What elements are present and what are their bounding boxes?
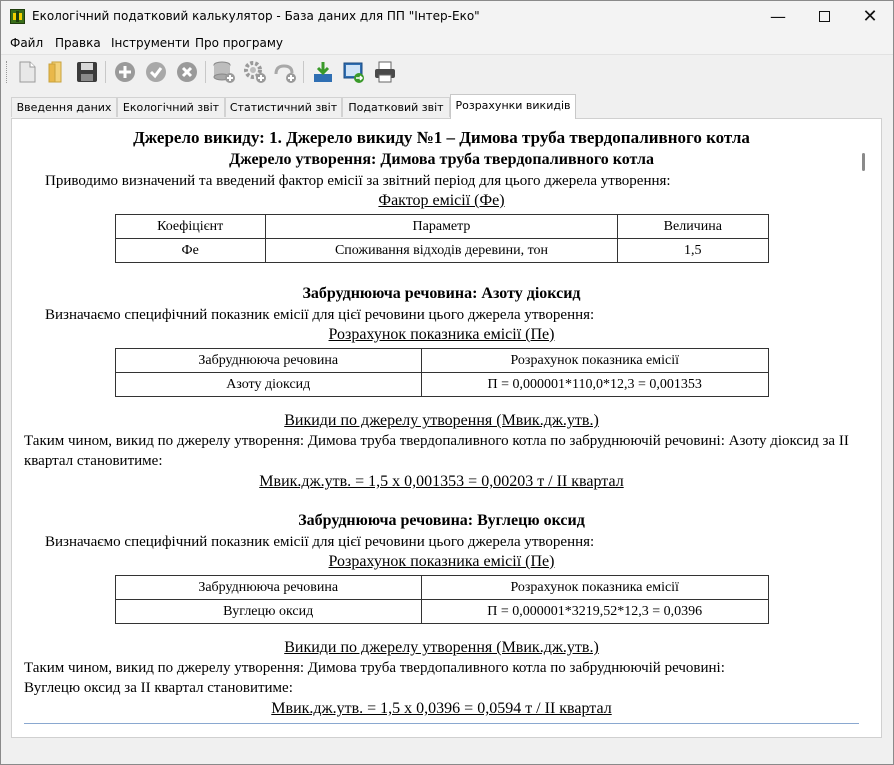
maximize-icon xyxy=(819,11,830,22)
formation-title: Джерело утворення: Димова труба твердопаливного котла xyxy=(229,151,654,168)
db-add-icon[interactable] xyxy=(212,60,236,84)
table-header-cell: Величина xyxy=(618,215,768,239)
close-button[interactable]: ✕ xyxy=(862,6,878,27)
window-title: Екологічний податковий калькулятор - База даних для ПП "Інтер-Еко" xyxy=(32,9,480,23)
specific-intro: Визначаємо специфічний показник емісії для цієї речовини цього джерела утворення: xyxy=(45,534,595,550)
emission-heading: Викиди по джерелу утворення (Мвик.дж.утв.) xyxy=(284,639,599,656)
specific-intro: Визначаємо специфічний показник емісії для цієї речовини цього джерела утворення: xyxy=(45,307,595,323)
title-bar[interactable] xyxy=(1,1,893,32)
toolbar xyxy=(1,54,893,90)
table-row xyxy=(115,600,768,624)
tab-stat-report[interactable]: Статистичний звіт xyxy=(225,97,342,117)
table-cell: Азоту діоксид xyxy=(115,373,421,397)
export-icon[interactable] xyxy=(342,60,366,84)
maximize-button[interactable] xyxy=(801,1,847,32)
save-icon[interactable] xyxy=(75,60,99,84)
table-header-cell: Забруднююча речовина xyxy=(115,349,421,373)
table-header-cell: Розрахунок показника емісії xyxy=(421,349,768,373)
table-header-row xyxy=(115,576,768,600)
cancel-icon[interactable] xyxy=(175,60,199,84)
toolbar-separator xyxy=(205,61,206,83)
tab-bar xyxy=(1,89,893,119)
source-title: Джерело викиду: 1. Джерело викиду №1 – Димова труба твердопаливного котла xyxy=(133,128,750,147)
factor-intro: Приводимо визначений та введений фактор емісії за звітний період для цього джерела утворення: xyxy=(45,173,671,189)
conclusion-text: Вуглецю оксид за ІІ квартал становитиме: xyxy=(24,680,293,696)
factor-table xyxy=(115,214,769,263)
table-header-row xyxy=(115,349,768,373)
table-header-cell: Параметр xyxy=(265,215,617,239)
menu-bar xyxy=(1,32,893,54)
toolbar-separator xyxy=(303,61,304,83)
menu-tools[interactable]: Інструменти xyxy=(111,36,190,50)
conclusion-text: Таким чином, викид по джерелу утворення: Димова труба твердопаливного котла по забруднюючій речовині: Азоту діоксид за ІІ квартал становитиме: xyxy=(24,433,849,469)
calc-heading: Розрахунок показника емісії (Пе) xyxy=(328,553,555,570)
table-cell: Вуглецю оксид xyxy=(115,600,421,624)
emission-formula: Мвик.дж.утв. = 1,5 х 0,0396 = 0,0594 т / ІІ квартал xyxy=(271,700,612,717)
menu-file[interactable]: Файл xyxy=(10,36,44,50)
factor-heading: Фактор емісії (Фе) xyxy=(378,192,505,209)
table-cell: П = 0,000001*110,0*12,3 = 0,001353 xyxy=(421,373,768,397)
toolbar-separator xyxy=(105,61,106,83)
app-logo-icon xyxy=(10,9,25,24)
tab-emission-calc[interactable]: Розрахунки викидів xyxy=(450,94,576,119)
link-add-icon[interactable] xyxy=(273,60,297,84)
menu-about[interactable]: Про програму xyxy=(195,36,284,50)
table-row xyxy=(115,373,768,397)
emission-heading: Викиди по джерелу утворення (Мвик.дж.утв.) xyxy=(284,412,599,429)
scrollbar-thumb[interactable] xyxy=(862,153,865,171)
menu-edit[interactable]: Правка xyxy=(55,36,101,50)
vertical-scrollbar[interactable] xyxy=(859,125,876,723)
table-cell: 1,5 xyxy=(618,239,768,263)
print-icon[interactable] xyxy=(373,60,397,84)
calc-table xyxy=(115,348,769,397)
table-header-cell: Коефіцієнт xyxy=(115,215,265,239)
table-cell: Споживання відходів деревини, тон xyxy=(265,239,617,263)
import-icon[interactable] xyxy=(311,60,335,84)
pollutant-title: Забруднююча речовина: Вуглецю оксид xyxy=(298,512,585,529)
table-header-cell: Забруднююча речовина xyxy=(115,576,421,600)
emission-formula: Мвик.дж.утв. = 1,5 х 0,001353 = 0,00203 т / ІІ квартал xyxy=(259,473,624,490)
gear-add-icon[interactable] xyxy=(243,60,267,84)
tab-eco-report[interactable]: Екологічний звіт xyxy=(117,97,225,117)
conclusion-text: Таким чином, викид по джерелу утворення: Димова труба твердопаливного котла по забруднюючій речовині: xyxy=(24,660,725,676)
report-document xyxy=(24,127,859,724)
calc-heading: Розрахунок показника емісії (Пе) xyxy=(328,326,555,343)
confirm-icon[interactable] xyxy=(144,60,168,84)
open-folder-icon[interactable] xyxy=(45,60,69,84)
table-header-row xyxy=(115,215,768,239)
tab-tax-report[interactable]: Податковий звіт xyxy=(342,97,450,117)
calc-table xyxy=(115,575,769,624)
tab-data-entry[interactable]: Введення даних xyxy=(11,97,117,117)
toolbar-grip[interactable] xyxy=(6,61,10,83)
table-cell: П = 0,000001*3219,52*12,3 = 0,0396 xyxy=(421,600,768,624)
pollutant-title: Забруднююча речовина: Азоту діоксид xyxy=(302,285,581,302)
table-header-cell: Розрахунок показника емісії xyxy=(421,576,768,600)
new-file-icon[interactable] xyxy=(15,60,39,84)
add-icon[interactable] xyxy=(113,60,137,84)
table-row xyxy=(115,239,768,263)
report-panel xyxy=(11,118,882,738)
table-cell: Фе xyxy=(115,239,265,263)
minimize-button[interactable]: — xyxy=(770,7,786,26)
